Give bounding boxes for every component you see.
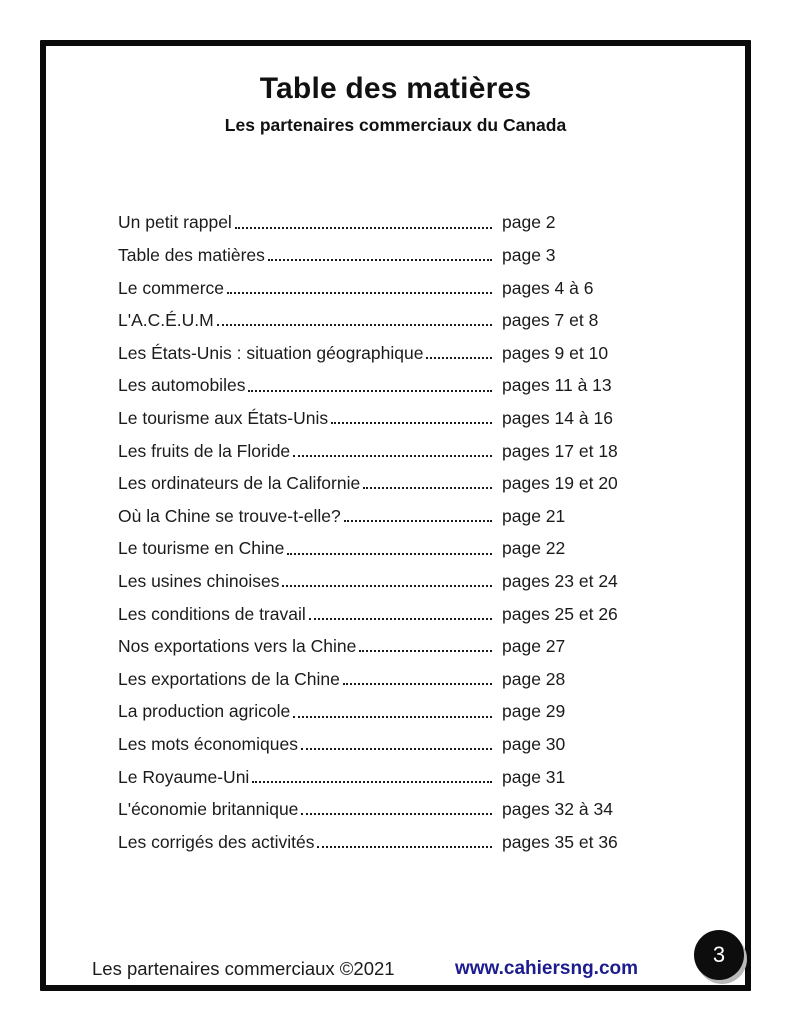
toc-entry-page: pages 23 et 24 — [502, 571, 618, 591]
toc-leader-dots — [282, 585, 492, 587]
toc-leader-dots — [426, 357, 492, 359]
toc-entry-label: Table des matières — [118, 245, 265, 266]
toc-entry-page: page 31 — [502, 766, 566, 787]
toc-row — [118, 200, 630, 233]
toc-entry-label: Un petit rappel — [118, 212, 232, 233]
document-header — [40, 72, 751, 136]
toc-row — [118, 363, 630, 396]
toc-entry-label: Les mots économiques — [118, 733, 298, 754]
toc-row — [118, 624, 630, 657]
toc-entry-label: Le tourisme en Chine — [118, 538, 285, 559]
toc-row — [118, 526, 630, 559]
toc-entry-label: Les automobiles — [118, 375, 246, 396]
toc-row — [118, 559, 630, 592]
toc-entry-label: Les fruits de la Floride — [118, 440, 291, 461]
toc-leader-dots — [301, 813, 492, 815]
toc-row — [118, 787, 630, 820]
footer-copyright: Les partenaires commerciaux ©2021 — [92, 957, 395, 979]
toc-entry-page: pages 4 à 6 — [502, 277, 594, 298]
toc-entry-page: pages 11 à 13 — [502, 375, 612, 396]
toc-entry-label: Nos exportations vers la Chine — [118, 636, 357, 657]
toc-entry-label: Les États-Unis : situation géographique — [118, 342, 424, 363]
toc-leader-dots — [227, 292, 492, 294]
toc-entry-page: pages 14 à 16 — [502, 408, 613, 429]
toc-entry-page: pages 19 et 20 — [502, 473, 618, 494]
toc-row — [118, 656, 630, 689]
toc-entry-page: page 27 — [502, 636, 566, 657]
toc-row — [118, 461, 630, 494]
toc-entry-label: Les corrigés des activités — [118, 831, 315, 852]
toc-entry-label: Les ordinateurs de la Californie — [118, 473, 361, 494]
toc-row — [118, 428, 630, 461]
page-title: Table des matières — [259, 72, 532, 105]
toc-entry-label: Le Royaume-Uni — [118, 766, 250, 787]
toc-entry-label: Le tourisme aux États-Unis — [118, 408, 329, 429]
toc-entry-page: pages 32 à 34 — [502, 799, 613, 820]
toc-entry-page: page 21 — [502, 505, 566, 526]
page-number-badge: 3 — [694, 930, 744, 980]
toc-row — [118, 396, 630, 429]
toc-entry-page: page 3 — [502, 245, 556, 266]
toc-leader-dots — [309, 618, 492, 620]
table-of-contents — [118, 200, 630, 852]
toc-row — [118, 265, 630, 298]
toc-leader-dots — [301, 748, 492, 750]
toc-entry-label: L'économie britannique — [118, 799, 299, 820]
toc-row — [118, 493, 630, 526]
toc-entry-page: page 30 — [502, 733, 566, 754]
toc-leader-dots — [268, 259, 492, 261]
toc-leader-dots — [217, 324, 492, 326]
toc-entry-page: pages 35 et 36 — [502, 831, 618, 852]
footer-website-url: www.cahiersng.com — [455, 958, 639, 979]
toc-entry-label: Où la Chine se trouve-t-elle? — [118, 505, 341, 526]
toc-leader-dots — [235, 227, 492, 229]
toc-leader-dots — [252, 781, 492, 783]
toc-leader-dots — [293, 455, 492, 457]
toc-leader-dots — [344, 520, 492, 522]
toc-row — [118, 298, 630, 331]
toc-leader-dots — [343, 683, 492, 685]
toc-row — [118, 754, 630, 787]
toc-leader-dots — [293, 716, 492, 718]
toc-entry-label: La production agricole — [118, 701, 291, 722]
toc-row — [118, 591, 630, 624]
page-subtitle: Les partenaires commerciaux du Canada — [224, 115, 567, 135]
toc-row — [118, 689, 630, 722]
toc-leader-dots — [248, 390, 492, 392]
toc-leader-dots — [317, 846, 492, 848]
toc-row — [118, 722, 630, 755]
toc-entry-page: pages 25 et 26 — [502, 603, 618, 624]
toc-entry-page: pages 9 et 10 — [502, 342, 609, 363]
toc-entry-label: Les exportations de la Chine — [118, 668, 340, 689]
toc-leader-dots — [331, 422, 492, 424]
toc-entry-label: Le commerce — [118, 277, 225, 298]
toc-leader-dots — [287, 553, 492, 555]
toc-leader-dots — [359, 650, 492, 652]
toc-row — [118, 233, 630, 266]
toc-entry-page: pages 17 et 18 — [502, 440, 618, 461]
toc-entry-label: Les conditions de travail — [118, 603, 306, 624]
toc-entry-page: pages 7 et 8 — [502, 310, 599, 331]
toc-entry-label: Les usines chinoises — [118, 571, 280, 591]
toc-entry-page: page 28 — [502, 668, 566, 689]
toc-entry-page: page 2 — [502, 212, 556, 233]
toc-entry-page: page 29 — [502, 701, 566, 722]
toc-leader-dots — [363, 487, 492, 489]
toc-entry-label: L'A.C.É.U.M — [118, 310, 214, 331]
toc-row — [118, 330, 630, 363]
toc-entry-page: page 22 — [502, 538, 566, 559]
toc-row — [118, 819, 630, 852]
